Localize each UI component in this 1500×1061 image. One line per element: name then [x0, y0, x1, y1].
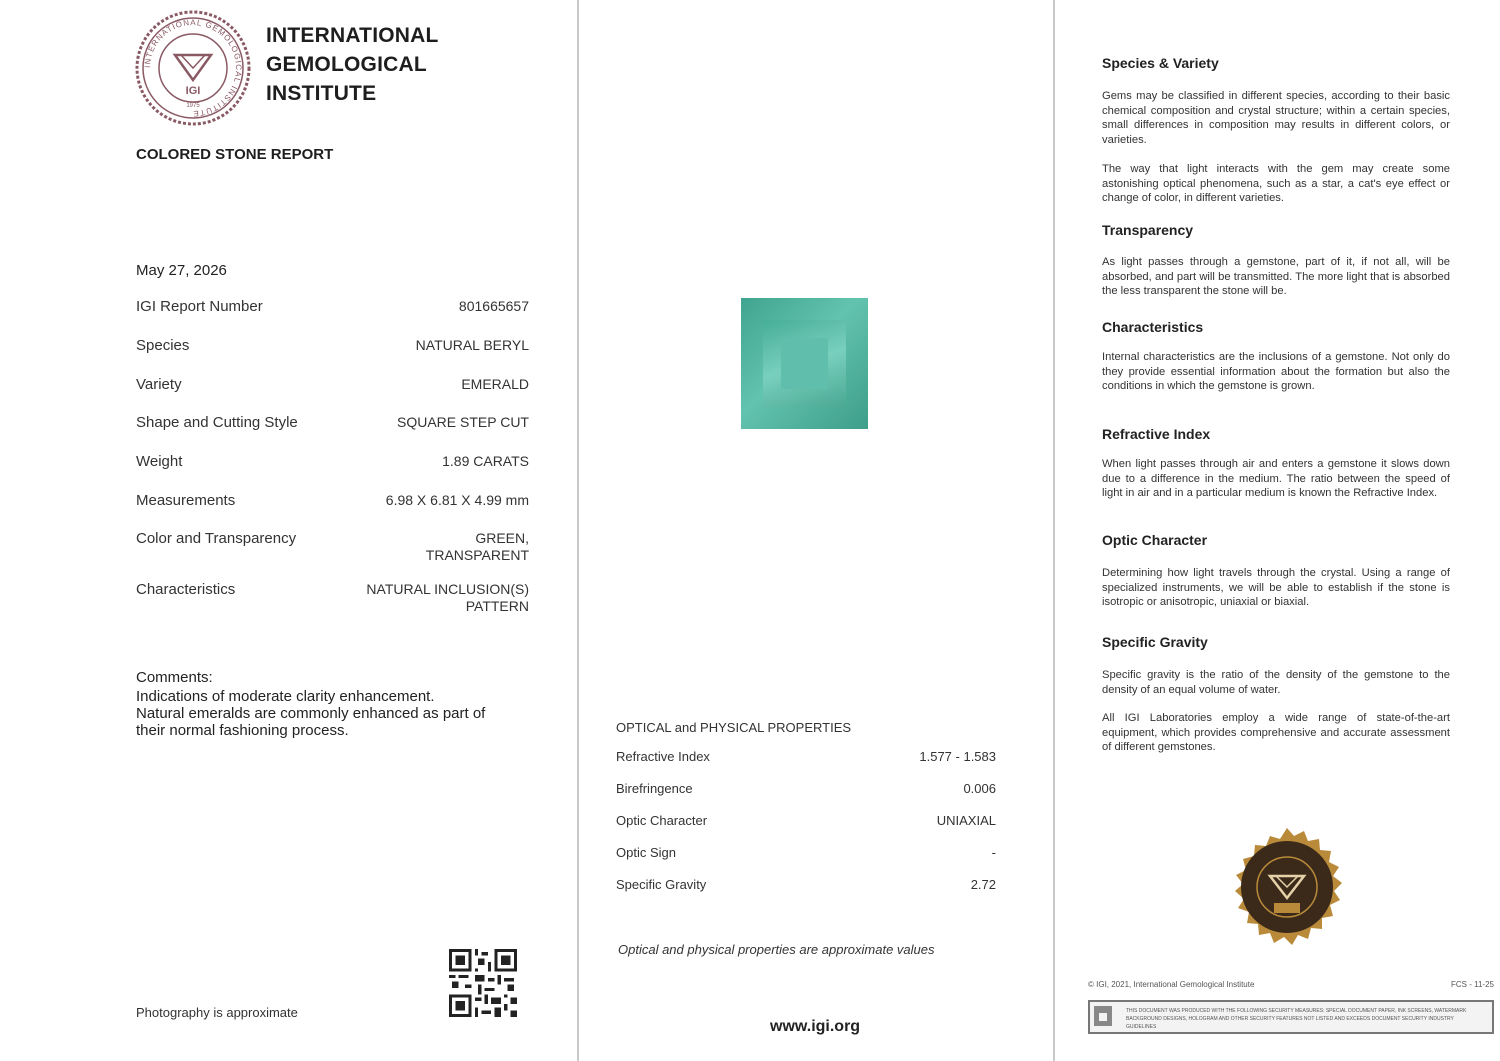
row-value-color [426, 530, 529, 564]
row-value-species: NATURAL BERYL [415, 337, 529, 353]
institute-name-line-2: GEMOLOGICAL [266, 53, 427, 76]
row-value-color-line-1: GREEN, [475, 530, 529, 546]
glossary-heading-transparency: Transparency [1102, 222, 1194, 238]
optical-label-specific-gravity: Specific Gravity [616, 877, 707, 892]
row-value-characteristics [366, 581, 529, 615]
igi-website-link[interactable]: www.igi.org [770, 1018, 861, 1035]
row-value-color-line-2: TRANSPARENT [425, 547, 529, 563]
glossary-text-characteristics: Internal characteristics are the inclusions of a gemstone. Not only do they provide essential information about the formation but also the conditions in which the gemstone is grown. [1102, 351, 1450, 393]
row-value-characteristics-line-1: NATURAL INCLUSION(S) [366, 581, 529, 597]
optical-value-refractive-index: 1.577 - 1.583 [919, 749, 996, 764]
report-date: May 27, 2026 [136, 262, 227, 279]
gemstone-photo [741, 298, 868, 429]
glossary-heading-optic-character: Optic Character [1102, 532, 1208, 548]
gem-properties-panel [580, 0, 1052, 1061]
security-features-text: THIS DOCUMENT WAS PRODUCED WITH THE FOLLOWING SECURITY MEASURES: SPECIAL DOCUMENT PAPER, INK SCREENS, WATERMARK BACKGROUND DESIGNS, HOLOGRAM AND OTHER SECURITY FEATURES NOT LISTED AND EXCEEDS DOCUMENT SECURITY INDUSTRY GUIDELINES [1126, 1008, 1467, 1030]
row-label-report-number: IGI Report Number [136, 298, 263, 315]
logo-year: 1975 [186, 103, 200, 109]
logo-mark: IGI [185, 85, 201, 97]
optical-approx-note: Optical and physical properties are approximate values [618, 942, 935, 957]
lock-icon [1094, 1006, 1112, 1026]
row-label-shape: Shape and Cutting Style [136, 414, 298, 431]
glossary-text-specific-gravity-2: All IGI Laboratories employ a wide range of state-of-the-art equipment, which provides comprehensive and accurate assessment of different gemstones. [1102, 712, 1450, 754]
row-label-species: Species [136, 337, 190, 354]
igi-seal-icon [1228, 828, 1346, 946]
report-front-panel [0, 0, 577, 1061]
optical-label-optic-character: Optic Character [616, 813, 708, 828]
glossary-panel [1058, 0, 1500, 1061]
institute-name-line-1: INTERNATIONAL [266, 24, 439, 47]
glossary-text-species-variety-2: The way that light interacts with the gem may create some astonishing optical phenomena, such as a star, a cat's eye effect or change of color, in different varieties. [1102, 163, 1450, 205]
row-value-shape: SQUARE STEP CUT [397, 414, 529, 430]
copyright-text: © IGI, 2021, International Gemological Institute [1088, 980, 1255, 989]
fold-line-left [577, 0, 579, 1061]
row-value-weight: 1.89 CARATS [442, 453, 529, 469]
row-label-color: Color and Transparency [136, 530, 297, 547]
optical-value-optic-sign: - [991, 845, 996, 860]
glossary-text-specific-gravity-1: Specific gravity is the ratio of the density of the gemstone to the density of an equal volume of water. [1102, 669, 1450, 696]
form-code: FCS - 11-25 [1451, 980, 1494, 989]
row-value-report-number: 801665657 [458, 298, 529, 314]
glossary-text-transparency: As light passes through a gemstone, part of it, if not all, will be absorbed, and part will be transmitted. The more light that is absorbed the less transparent the stone will be. [1102, 256, 1450, 298]
row-value-variety: EMERALD [461, 376, 529, 392]
optical-properties-heading: OPTICAL and PHYSICAL PROPERTIES [616, 720, 852, 735]
glossary-heading-specific-gravity: Specific Gravity [1102, 634, 1208, 650]
optical-value-birefringence: 0.006 [963, 781, 996, 796]
glossary-text-refractive-index: When light passes through air and enters a gemstone it slows down due to a difference in the medium. The ratio between the speed of light in air and in a particular medium is known the Refractive Index. [1102, 458, 1450, 500]
row-value-measurements: 6.98 X 6.81 X 4.99 mm [385, 492, 529, 508]
photography-note: Photography is approximate [136, 1005, 298, 1020]
comments-heading: Comments: [136, 669, 213, 686]
row-label-characteristics: Characteristics [136, 581, 236, 598]
optical-value-optic-character: UNIAXIAL [936, 813, 996, 828]
optical-label-optic-sign: Optic Sign [616, 845, 676, 860]
glossary-heading-refractive-index: Refractive Index [1102, 426, 1211, 442]
qr-code-icon[interactable] [449, 949, 517, 1017]
security-features-box [1088, 1000, 1494, 1034]
row-label-variety: Variety [136, 376, 182, 393]
glossary-text-optic-character: Determining how light travels through the crystal. Using a range of specialized instruments, we will be able to establish if the stone is isotropic or anisotropic, uniaxial or biaxial. [1102, 567, 1450, 609]
report-title: COLORED STONE REPORT [136, 146, 334, 163]
optical-value-specific-gravity: 2.72 [970, 877, 996, 892]
row-label-weight: Weight [136, 453, 183, 470]
comments-line-3: their normal fashioning process. [136, 722, 349, 739]
institute-name-line-3: INSTITUTE [266, 82, 377, 105]
optical-label-birefringence: Birefringence [616, 781, 693, 796]
glossary-heading-characteristics: Characteristics [1102, 319, 1204, 335]
comments-line-1: Indications of moderate clarity enhancement. [136, 688, 435, 705]
optical-label-refractive-index: Refractive Index [616, 749, 710, 764]
comments-line-2: Natural emeralds are commonly enhanced as part of [136, 705, 486, 722]
fold-line-right [1053, 0, 1055, 1061]
row-value-characteristics-line-2: PATTERN [465, 598, 529, 614]
row-label-measurements: Measurements [136, 492, 236, 509]
glossary-heading-species-variety: Species & Variety [1102, 55, 1219, 71]
logo-ring-text: INTERNATIONAL GEMOLOGICAL INSTITUTE [142, 17, 244, 119]
igi-logo [135, 10, 251, 126]
glossary-text-species-variety-1: Gems may be classified in different species, according to their basic chemical composition and crystal structure; within a certain species, small differences in composition may results in different colors, or varieties. [1102, 90, 1450, 146]
